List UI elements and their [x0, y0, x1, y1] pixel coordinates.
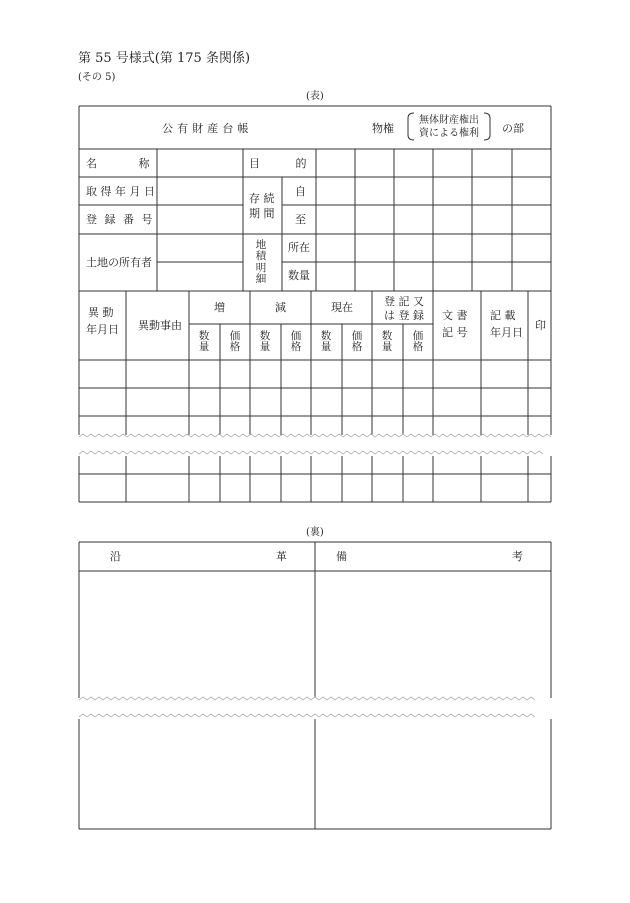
suffix-label: の部 [502, 122, 524, 135]
history-label-part: 革 [276, 550, 287, 563]
form-number-title: 第 55 号様式(第 175 条関係) [78, 51, 251, 66]
registration-number-label: 登 録 番 号 [86, 213, 153, 226]
registration-label-2: は 登 録 [384, 309, 424, 322]
reason-label: 異動事由 [138, 319, 182, 332]
purpose-label: 目 的 [249, 157, 307, 170]
bracket-line-1: 無体財産権出 [419, 115, 479, 126]
registration-price-header: 価格 [412, 330, 424, 354]
kind-label: 物権 [372, 122, 394, 135]
acquired-date-label: 取 得 年 月 日 [86, 185, 155, 198]
registration-label-1: 登 記 又 [384, 295, 424, 308]
quantity-label: 数量 [288, 269, 310, 282]
location-label: 所在 [288, 241, 310, 254]
duration-label-1: 存 続 [249, 192, 275, 205]
form-part-label: (その 5) [78, 72, 116, 83]
history-label-part: 沿 [110, 550, 121, 563]
land-detail-label: 地積明細 [255, 239, 267, 285]
document-label-1: 文 書 [442, 309, 468, 322]
decrease-quantity-header: 数量 [259, 330, 271, 354]
decrease-price-header: 価格 [290, 330, 302, 354]
seal-label: 印 [535, 319, 546, 332]
increase-quantity-header: 数量 [198, 330, 210, 354]
change-label-2: 年月日 [86, 323, 119, 336]
increase-label: 増 [214, 301, 225, 314]
duration-label-2: 期 間 [249, 207, 275, 220]
document-label-2: 記 号 [442, 326, 468, 339]
current-label: 現在 [331, 301, 353, 314]
decrease-label: 減 [275, 301, 286, 314]
current-quantity-header: 数量 [320, 330, 332, 354]
to-label: 至 [295, 213, 306, 226]
registration-quantity-header: 数量 [381, 330, 393, 354]
front-caption: (表) [306, 91, 324, 102]
from-label: 自 [295, 185, 306, 198]
name-label: 名 称 [86, 157, 150, 170]
entry-label-2: 年月日 [490, 326, 523, 339]
remarks-label-part: 考 [512, 550, 523, 563]
ledger-title: 公 有 財 産 台 帳 [162, 122, 249, 135]
bracket-line-2: 資による権利 [419, 128, 479, 139]
entry-label-1: 記 載 [490, 309, 516, 322]
landowner-label: 土地の所有者 [86, 256, 152, 269]
remarks-label-part: 備 [336, 550, 347, 563]
change-label-1: 異 動 [88, 306, 114, 319]
increase-price-header: 価格 [229, 330, 241, 354]
back-caption: (裏) [306, 527, 324, 538]
current-price-header: 価格 [351, 330, 363, 354]
